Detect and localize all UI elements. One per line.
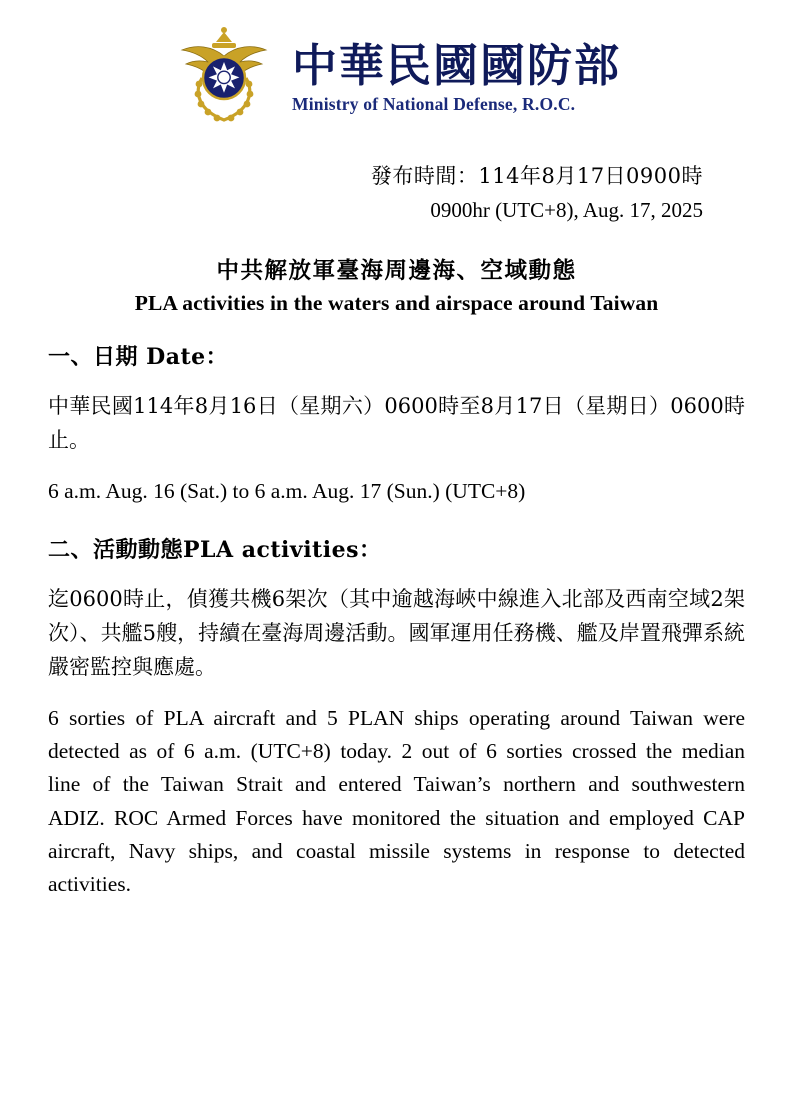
release-time-english: 0900hr (UTC+8), Aug. 17, 2025 <box>430 197 703 222</box>
section-date <box>48 340 745 508</box>
section-date-heading: 一、日期 Date： <box>48 344 229 371</box>
masthead <box>48 0 745 130</box>
section-date-body-english: 6 a.m. Aug. 16 (Sat.) to 6 a.m. Aug. 17 (Sun.) (UTC+8) <box>48 479 526 504</box>
section-activities-body-chinese: 迄0600時止，偵獲共機6架次（其中逾越海峽中線進入北部及西南空域2架次）、共艦5艘，持續在臺海周邊活動。國軍運用任務機、艦及岸置飛彈系統嚴密監控與應處。 <box>48 586 745 679</box>
section-activities <box>48 533 745 902</box>
document-title-chinese: 中共解放軍臺海周邊海、空域動態 <box>216 258 577 285</box>
roc-national-emblem-icon <box>172 26 276 130</box>
document-title-english: PLA activities in the waters and airspace around Taiwan <box>134 291 659 316</box>
section-date-body-chinese: 中華民國114年8月16日（星期六）0600時至8月17日（星期日）0600時止。 <box>48 394 745 453</box>
ministry-name-block <box>291 38 621 116</box>
ministry-name-chinese: 中華民國國防部 <box>291 38 621 92</box>
release-time-block <box>48 160 745 227</box>
section-activities-heading: 二、活動動態PLA activities： <box>48 536 382 563</box>
release-time-chinese: 發布時間：114年8月17日0900時 <box>370 164 703 188</box>
section-activities-body-english: 6 sorties of PLA aircraft and 5 PLAN ships operating around Taiwan were detected as of 6 a.m. (UTC+8) today. 2 out of 6 sorties crossed the median line of the Taiwan Strait and entered Taiwan’s northern and southwestern ADIZ. ROC Armed Forces have monitored the situation and employed CAP aircraft, Navy ships, and coastal missile systems in response to detected activities. <box>48 705 745 897</box>
ministry-name-english: Ministry of National Defense, R.O.C. <box>291 94 576 115</box>
